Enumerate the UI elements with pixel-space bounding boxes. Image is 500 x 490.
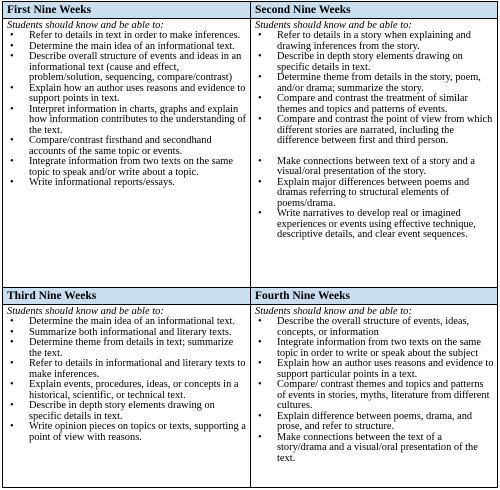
second-nine-weeks-heading: Second Nine Weeks	[251, 2, 497, 19]
second-nine-weeks-subtitle: Students should know and be able to:	[255, 20, 412, 31]
list-item: • Describe overall structure of events and ideas in an informational text (cause and effect, problem/solution, sequencing, compare/contrast)	[29, 52, 247, 84]
first-nine-weeks-list	[3, 31, 250, 189]
list-item: • Describe in depth story elements drawing on specific details in text.	[277, 52, 494, 73]
list-item: • Write narratives to develop real or imagined experiences or events using effective technique, descriptive details, and clear event sequences.	[277, 209, 494, 241]
list-item: • Explain how an author uses reasons and evidence to support particular points in a text.	[277, 359, 494, 380]
list-item: • Make connections between the text of a story/drama and a visual/oral presentation of the text.	[277, 433, 494, 465]
list-item: • Write informational reports/essays.	[29, 178, 247, 189]
third-nine-weeks-subtitle: Students should know and be able to:	[7, 306, 164, 317]
list-item: • Determine theme from details in text; summarize the text.	[29, 338, 247, 359]
list-item: • Integrate information from two texts on the same topic in order to write or speak about the subject	[277, 338, 494, 359]
list-item: • Explain difference between poems, drama, and prose, and refer to structure.	[277, 412, 494, 433]
list-item: • Explain how an author uses reasons and evidence to support points in text.	[29, 84, 247, 105]
list-item: • Summarize both informational and literary texts.	[29, 328, 247, 339]
list-item: • Refer to details in a story when explaining and drawing inferences from the story.	[277, 31, 494, 52]
third-nine-weeks-list	[3, 317, 250, 443]
list-item: • Determine the main idea of an informational text.	[29, 42, 247, 53]
list-item: • Describe the overall structure of events, ideas, concepts, or information	[277, 317, 494, 338]
list-item: • Determine the main idea of an informational text.	[29, 317, 247, 328]
list-item: • Interpret information in charts, graphs and explain how information contributes to the understanding of the text.	[29, 105, 247, 137]
fourth-nine-weeks-list	[251, 317, 497, 464]
third-nine-weeks-cell	[3, 288, 251, 487]
fourth-nine-weeks-subtitle: Students should know and be able to:	[255, 306, 412, 317]
list-item: • Compare and contrast the point of view from which different stories are narrated, including the difference between first and third person.	[277, 115, 494, 147]
first-nine-weeks-heading: First Nine Weeks	[3, 2, 250, 19]
fourth-nine-weeks-cell	[251, 288, 497, 487]
first-nine-weeks-subtitle: Students should know and be able to:	[7, 20, 164, 31]
second-nine-weeks-list	[251, 31, 497, 241]
second-nine-weeks-cell	[251, 2, 497, 288]
list-item: • Describe in depth story elements drawing on specific details in text.	[29, 401, 247, 422]
list-item: • Determine theme from details in the story, poem, and/or drama; summarize the story.	[277, 73, 494, 94]
curriculum-table	[2, 1, 498, 488]
list-item: • Compare/contrast firsthand and secondhand accounts of the same topic or events.	[29, 136, 247, 157]
list-item: • Explain events, procedures, ideas, or concepts in a historical, scientific, or technical text.	[29, 380, 247, 401]
list-item: • Integrate information from two texts on the same topic to speak and/or write about a topic.	[29, 157, 247, 178]
list-item: • Compare and contrast the treatment of similar themes and topics and patterns of events.	[277, 94, 494, 115]
list-item: • Make connections between text of a story and a visual/oral presentation of the story.	[277, 157, 494, 178]
list-item: • Compare/ contrast themes and topics and patterns of events in stories, myths, literature from different cultures.	[277, 380, 494, 412]
list-item: • Refer to details in informational and literary texts to make inferences.	[29, 359, 247, 380]
third-nine-weeks-heading: Third Nine Weeks	[3, 288, 250, 305]
list-item: • Explain major differences between poems and dramas referring to structural elements of poems/drama.	[277, 178, 494, 210]
fourth-nine-weeks-heading: Fourth Nine Weeks	[251, 288, 497, 305]
list-item: • Refer to details in text in order to make inferences.	[29, 31, 247, 42]
list-item: • Write opinion pieces on topics or texts, supporting a point of view with reasons.	[29, 422, 247, 443]
first-nine-weeks-cell	[3, 2, 251, 288]
